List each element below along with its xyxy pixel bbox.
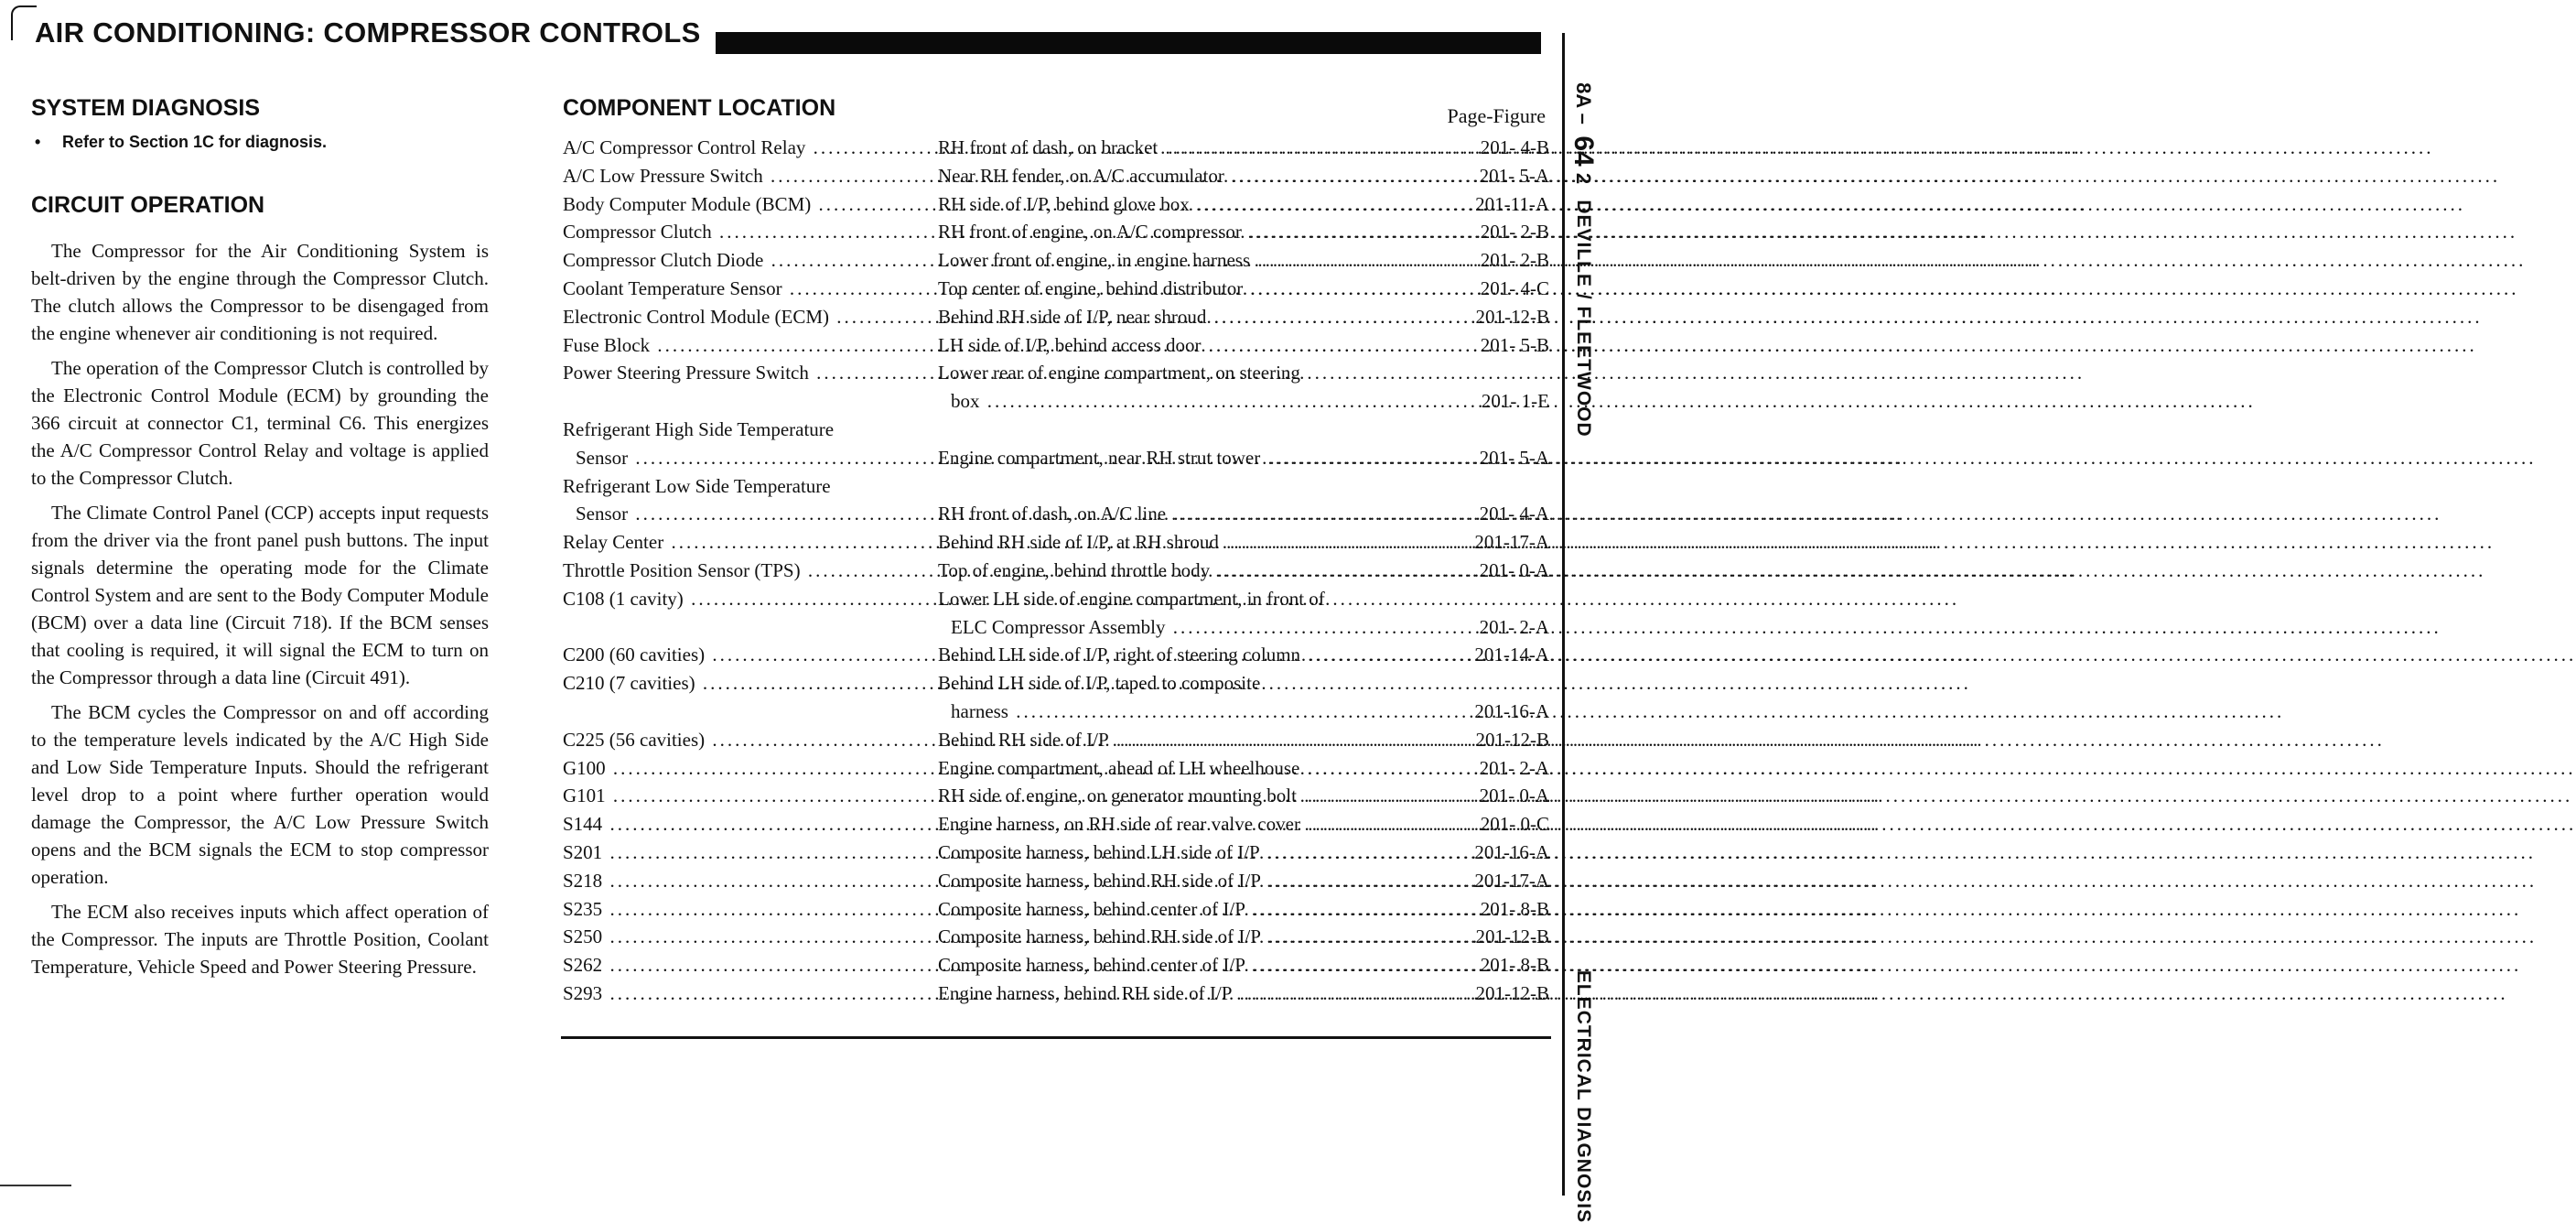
component-name: S250 [563,925,603,948]
table-row [563,134,1551,162]
page-figure-cell: 201-16-A [1474,699,1549,722]
location-cell [938,585,1450,642]
location-text: Composite harness, behind center of I/P [938,954,1245,977]
circuit-operation-body [31,237,489,980]
system-diagnosis-heading: SYSTEM DIAGNOSIS [31,95,261,121]
location-cell [938,895,1432,924]
component-name-cell [563,331,932,360]
page-figure-cell: 201- 0-C [1480,813,1549,836]
component-name: C108 (1 cavity) [563,587,684,610]
page-figure-cell: 201- 5-A [1479,164,1549,187]
component-name-cell [563,979,932,1008]
table-row [563,923,1551,951]
location-cell [938,923,1432,951]
component-name-cell [563,557,932,585]
location-text: Lower LH side of engine compartment, in front of [938,587,1325,610]
location-continued [938,387,1432,416]
component-name-cell [563,754,932,783]
location-cell [938,726,1432,754]
component-location-table [563,134,1551,1008]
location-continued [938,698,1432,726]
location-cell [938,810,1432,839]
table-row [563,218,1551,246]
component-name-cell [563,669,932,698]
table-row [563,162,1551,190]
right-column [563,95,1551,1008]
table-row [563,810,1551,839]
component-name: Refrigerant High Side Temperature [563,417,835,440]
location-text: RH front of dash, on A/C line [938,503,1167,525]
component-name-cell [563,218,932,246]
component-name: S262 [563,954,603,977]
table-bottom-rule [561,1036,1551,1039]
location-text: RH side of I/P, behind glove box [938,192,1190,215]
location-text: Lower rear of engine compartment, on steering [938,362,1300,384]
location-cell [938,275,1432,303]
table-row [563,303,1551,331]
page-figure-cell: 201-12-B [1475,305,1549,328]
circuit-paragraph: The BCM cycles the Compressor on and off according to the temperature levels indicated by the A/C High Side and Low Side Temperature Inputs. Should the refrigerant level drop to a point where further operation would damage the Compressor, the A/C Low Pressure Switch opens and the BCM signals the ECM to stop compressor operation. [31,701,489,888]
component-name-cell [563,359,932,387]
component-name: Throttle Position Sensor (TPS) [563,558,801,581]
page-figure-cell: 201-17-A [1474,869,1549,892]
component-name: A/C Compressor Control Relay [563,136,806,158]
location-text: Behind RH side of I/P [938,728,1109,751]
page-figure-cell: 201- 5-A [1479,446,1549,469]
component-name: Relay Center [563,531,664,554]
component-name-cell [563,303,932,331]
table-row [563,979,1551,1008]
component-name: Refrigerant Low Side Temperature [563,474,831,497]
table-row [563,754,1551,783]
table-row [563,895,1551,924]
component-name-continued [563,500,932,528]
location-cell [938,500,1432,528]
page-title: AIR CONDITIONING: COMPRESSOR CONTROLS [35,16,701,49]
page-figure-cell: 201- 4-C [1480,276,1549,299]
component-name-cell [563,162,932,190]
side-model-name: DEVILLE / FLEETWOOD [1573,200,1594,438]
location-text: Lower front of engine, in engine harness [938,249,1251,272]
location-cell [938,782,1432,810]
location-text: Near RH fender, on A/C accumulator [938,164,1224,187]
component-name: C210 (7 cavities) [563,672,695,695]
location-continued-text: harness [951,699,1008,722]
table-row [563,867,1551,895]
location-text: RH front of dash, on bracket [938,136,1159,158]
page-figure-cell: 201- 2-B [1480,221,1549,244]
location-text: Composite harness, behind RH side of I/P [938,925,1261,948]
component-name-cell [563,867,932,895]
page-figure-cell: 201-12-B [1475,981,1549,1004]
table-row [563,557,1551,585]
page-figure-cell: 201- 8-B [1480,897,1549,920]
component-name: Electronic Control Module (ECM) [563,305,830,328]
page-figure-label: Page-Figure [1447,104,1546,127]
page-figure-cell: 201-16-A [1474,840,1549,863]
component-name: Compressor Clutch [563,221,712,244]
circuit-operation-heading: CIRCUIT OPERATION [31,192,265,218]
component-name: Compressor Clutch Diode [563,249,764,272]
location-cell [938,951,1432,979]
table-row [563,726,1551,754]
location-text: Engine compartment, near RH strut tower [938,446,1261,469]
component-name-cell [563,246,932,275]
location-cell [938,528,1432,557]
page-figure-cell: 201- 2-A [1479,615,1549,638]
component-name-cell [563,472,932,525]
location-text: Top of engine, behind throttle body [938,558,1211,581]
page-figure-cell: 201-17-A [1474,531,1549,554]
page-figure-cell: 201- 0-A [1479,558,1549,581]
location-continued-text: ELC Compressor Assembly [951,615,1166,638]
page-figure-cell: 201- 2-B [1480,249,1549,272]
location-text: Top center of engine, behind distributor [938,276,1244,299]
component-name-continued [563,444,932,472]
location-cell [938,190,1432,219]
circuit-paragraph: The operation of the Compressor Clutch is controlled by the Electronic Control Module (ECM) by grounding the 366 circuit at connector C1, terminal C6. This energizes the A/C Compressor Control Relay and voltage is applied to the Compressor Clutch. [31,357,489,489]
component-name-continued-text: Sensor [576,503,629,525]
location-text: RH side of engine, on generator mounting bolt [938,785,1297,807]
page-figure-cell: 201-14-A [1474,644,1549,666]
location-cell [938,444,1432,472]
table-row [563,416,1551,472]
page-figure-cell: 201-11-A [1475,192,1549,215]
location-cell [938,134,1432,162]
table-row [563,190,1551,219]
component-name-continued-text: Sensor [576,446,629,469]
component-name: S201 [563,840,603,863]
component-name: G101 [563,785,606,807]
table-row [563,359,1551,416]
location-cell [938,669,1450,726]
component-name-cell [563,641,932,669]
component-name: Coolant Temperature Sensor [563,276,782,299]
location-cell [938,979,1432,1008]
component-name-cell [563,810,932,839]
page-figure-cell: 201- 5-B [1480,333,1549,356]
table-row [563,585,1551,642]
component-name-cell [563,416,932,469]
circuit-paragraph: The Climate Control Panel (CCP) accepts input requests from the driver via the front panel push buttons. The input signals determine the operating mode for the Climate Control System and are sent to the Body Computer Module (BCM) over a data line (Circuit 718). If the BCM senses that cooling is required, it will signal the ECM to turn on the Compressor through a data line (Circuit 491). [31,502,489,688]
component-location-header [563,95,1551,132]
location-continued [938,613,1432,642]
component-name-cell [563,585,932,613]
location-text: Composite harness, behind center of I/P [938,897,1245,920]
page-figure-cell: 201-12-B [1475,728,1549,751]
diagnosis-bullet [31,133,489,152]
component-name: C200 (60 cavities) [563,644,706,666]
location-continued-text: box [951,390,980,413]
component-name-cell [563,895,932,924]
bullet-icon: • [35,133,41,151]
table-row [563,951,1551,979]
table-row [563,246,1551,275]
table-row [563,839,1551,867]
location-cell [938,867,1432,895]
page-figure-cell: 201- 4-A [1479,503,1549,525]
table-row [563,641,1551,669]
table-row [563,782,1551,810]
component-name-cell [563,726,932,754]
component-name: S235 [563,897,603,920]
component-name-cell [563,190,932,219]
component-name-cell [563,134,932,162]
location-cell [938,641,1432,669]
component-name: A/C Low Pressure Switch [563,164,763,187]
page-figure-cell: 201- 2-A [1479,756,1549,779]
side-page-sub: 2 [1572,172,1595,185]
location-text: LH side of I/P, behind access door [938,333,1202,356]
location-cell [938,218,1432,246]
component-name: Fuse Block [563,333,651,356]
location-text: Behind RH side of I/P, at RH shroud [938,531,1219,554]
header-bar [716,32,1541,54]
side-section-name: ELECTRICAL DIAGNOSIS [1573,969,1594,1223]
location-text: RH front of engine, on A/C compressor [938,221,1242,244]
component-name-cell [563,839,932,867]
location-text: Composite harness, behind LH side of I/P [938,840,1260,863]
location-text: Composite harness, behind RH side of I/P [938,869,1261,892]
location-cell [938,162,1432,190]
component-name: S218 [563,869,603,892]
side-section-code: 8A – [1572,82,1595,124]
table-row [563,472,1551,529]
diagnosis-bullet-text: Refer to Section 1C for diagnosis. [62,133,328,151]
location-text: Behind RH side of I/P, near shroud [938,305,1207,328]
page-figure-cell: 201- 4-B [1480,136,1549,158]
circuit-paragraph: The Compressor for the Air Conditioning System is belt-driven by the engine through the Compressor Clutch. The clutch allows the Compressor to be disengaged from the engine whenever air conditioning is not required. [31,240,489,344]
component-name-cell [563,923,932,951]
location-cell [938,557,1432,585]
component-location-heading: COMPONENT LOCATION [563,95,836,121]
location-text: Behind LH side of I/P, right of steering column [938,644,1301,666]
component-name-cell [563,275,932,303]
location-cell [938,839,1432,867]
page-figure-cell: 201- 8-B [1480,954,1549,977]
location-cell [938,303,1432,331]
component-name: G100 [563,756,606,779]
location-cell [938,754,1432,783]
component-name-cell [563,951,932,979]
location-text: Engine harness, behind RH side of I/P [938,981,1233,1004]
table-row [563,331,1551,360]
page-figure-cell: 201- 0-A [1479,785,1549,807]
table-row [563,275,1551,303]
corner-bracket-mark [11,5,37,40]
location-cell [938,359,1450,416]
component-name: S144 [563,813,603,836]
component-name: Body Computer Module (BCM) [563,192,812,215]
table-row [563,669,1551,726]
location-cell [938,331,1432,360]
page-figure-cell: 201- 1-E [1481,390,1549,413]
location-cell [938,246,1432,275]
left-column [31,95,489,980]
component-name: Power Steering Pressure Switch [563,362,809,384]
location-text: Engine compartment, ahead of LH wheelhouse [938,756,1300,779]
component-name-cell [563,782,932,810]
component-name: S293 [563,981,603,1004]
location-text: Engine harness, on RH side of rear valve cover [938,813,1300,836]
bottom-corner-mark [0,1185,71,1186]
location-text: Behind LH side of I/P, taped to composite [938,672,1261,695]
table-row [563,528,1551,557]
component-name: C225 (56 cavities) [563,728,706,751]
page-figure-cell: 201-12-B [1475,925,1549,948]
circuit-paragraph: The ECM also receives inputs which affect operation of the Compressor. The inputs are Throttle Position, Coolant Temperature, Vehicle Speed and Power Steering Pressure. [31,901,489,978]
side-page-number: 64 [1568,135,1599,167]
component-name-cell [563,528,932,557]
